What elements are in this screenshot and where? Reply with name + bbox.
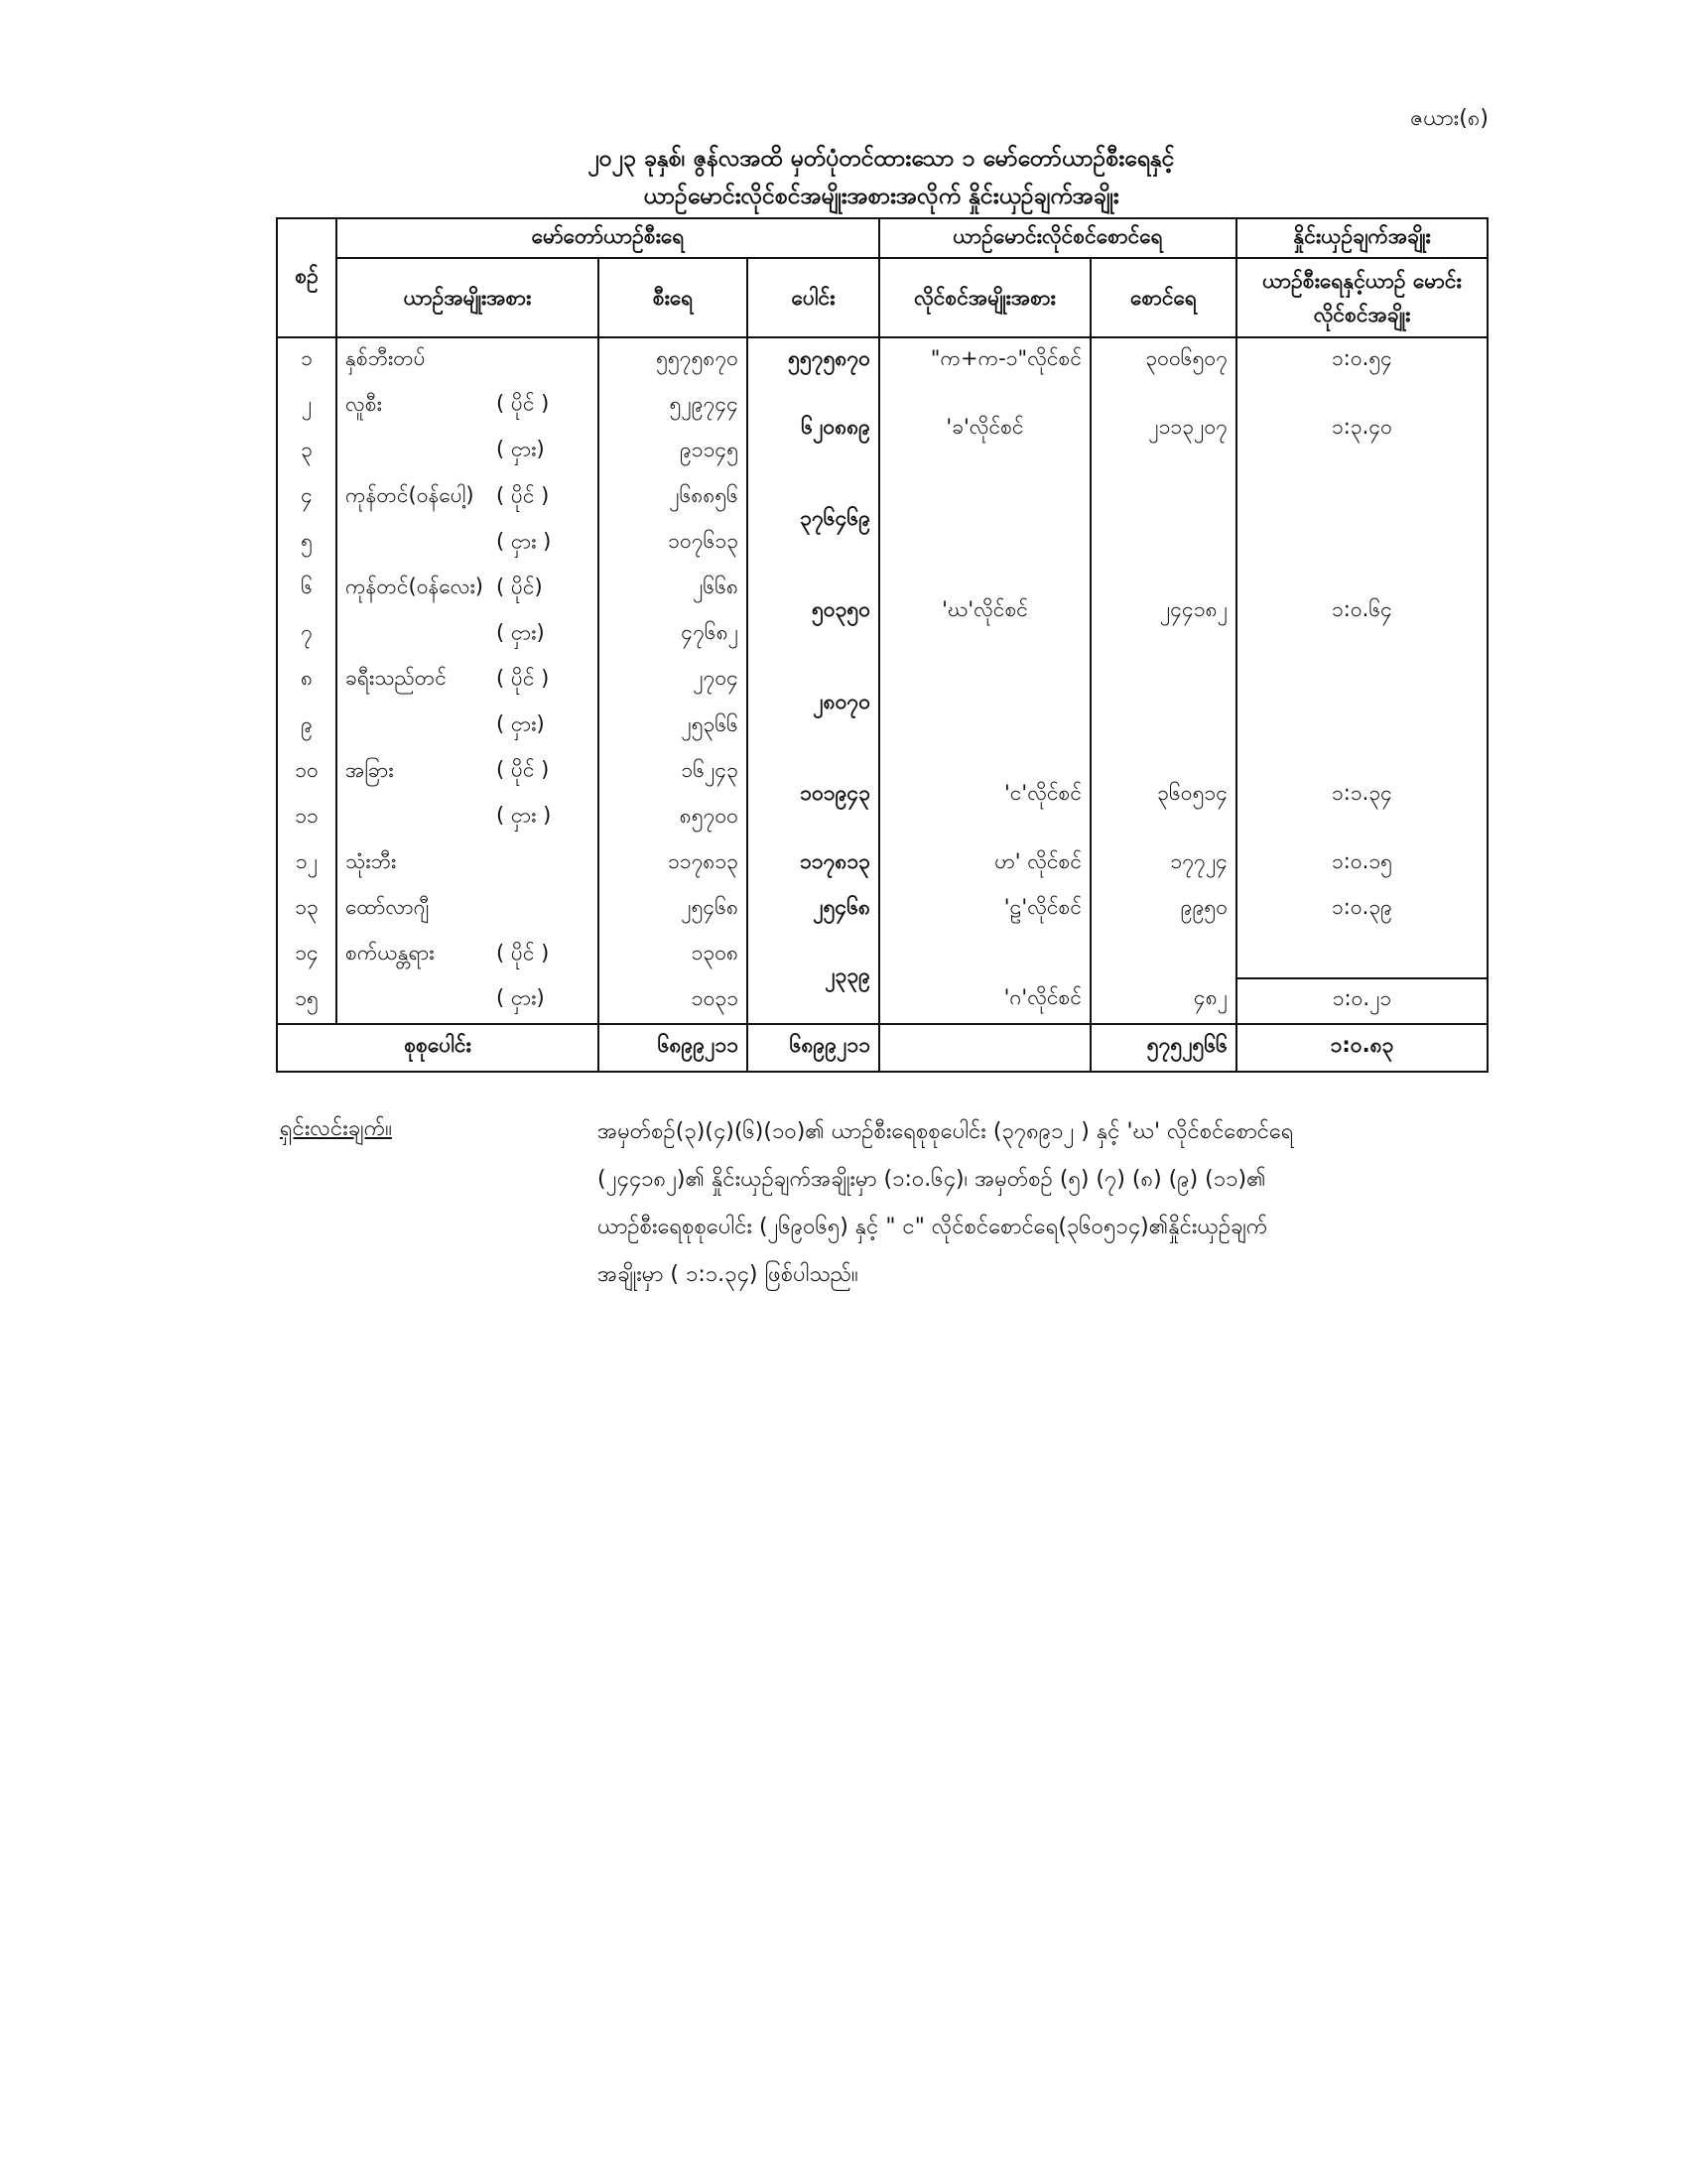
serial-cell: ၈ xyxy=(277,658,336,704)
serial-cell: ၂ xyxy=(277,383,336,429)
header-serial: စဉ် xyxy=(277,218,336,337)
total-cell: ၂၈၀၇၀ xyxy=(747,658,879,749)
count-cell: ၅၂၉၇၄၄ xyxy=(598,383,747,429)
header-license-type: လိုင်စင်အမျိုးအစား xyxy=(879,258,1091,337)
vehicle-type-cell xyxy=(336,978,598,1024)
count-cell: ၂၅၃၆၆ xyxy=(598,704,747,749)
license-count-cell: ၃၀၀၆၅၀၇ xyxy=(1091,337,1236,383)
total-cell: ၁၀၁၉၄၃ xyxy=(747,749,879,840)
header-vehicle-type: ယာဉ်အမျိုးအစား xyxy=(336,258,598,337)
table-row xyxy=(277,749,1488,795)
total-cell: ၃၇၆၄၆၉ xyxy=(747,475,879,567)
page-title: ၂၀၂၃ ခုနှစ်၊ ဇွန်လအထိ မှတ်ပုံတင်ထားသော ၁ မော်တော်ယာဉ်စီးရေနှင့် xyxy=(587,146,1175,172)
license-count-cell: ၉၉၅၀ xyxy=(1091,886,1236,932)
ownership-label: ( ငှား) xyxy=(496,620,545,645)
vehicle-type-cell xyxy=(336,795,598,840)
comparison-table xyxy=(276,217,1489,1073)
license-type-cell: "က+က-၁"လိုင်စင် xyxy=(879,337,1091,383)
count-cell: ၁၁၇၈၁၃ xyxy=(598,840,747,886)
ownership-label: ( ပိုင် ) xyxy=(496,757,550,782)
page-subtitle: ယာဉ်မောင်းလိုင်စင်အမျိုးအစားအလိုက် နှိုင်းယှဉ်ချက်အချိုး xyxy=(643,184,1119,209)
vehicle-type-cell: စက်ယန္တရား ( ပိုင် ) xyxy=(336,932,598,977)
explanation-line: ယာဉ်စီးရေစုစုပေါင်း (၂၆၉၀၆၅) နှင့် " င" လိုင်စင်စောင်ရေ(၃၆၀၅၁၄)၏နှိုင်းယှဉ်ချက် xyxy=(597,1215,1268,1239)
serial-cell: ၁၂ xyxy=(277,840,336,886)
vehicle-type-cell: ခရီးသည်တင် ( ပိုင် ) xyxy=(336,658,598,704)
ownership-label: ( ငှား) xyxy=(496,437,545,461)
ratio-cell: ၁:၀.၆၄ xyxy=(1236,475,1488,750)
header-count: စီးရေ xyxy=(598,258,747,337)
license-type-cell: 'ဂ'လိုင်စင် xyxy=(879,932,1091,1023)
total-cell: ၂၅၄၆၈ xyxy=(747,886,879,932)
ratio-cell: ၁:၀.၅၄ xyxy=(1236,337,1488,383)
total-cell: ၆၂၀၈၈၉ xyxy=(747,383,879,474)
ownership-label: ( ပိုင်) xyxy=(496,575,543,599)
total-label: စုစုပေါင်း xyxy=(277,1024,598,1072)
vehicle-type-cell xyxy=(336,429,598,474)
count-cell: ၂၅၄၆၈ xyxy=(598,886,747,932)
vehicle-type-cell xyxy=(336,704,598,749)
count-cell: ၂၆၆၈ xyxy=(598,567,747,612)
license-type-cell: 'င'လိုင်စင် xyxy=(879,749,1091,840)
table-row xyxy=(277,383,1488,429)
explanation-line: အမှတ်စဉ်(၃)(၄)(၆)(၁၀)၏ ယာဉ်စီးရေစုစုပေါင်း (၃၇၈၉၁၂ ) နှင့် 'ဃ' လိုင်စင်စောင်ရေ xyxy=(597,1119,1294,1144)
count-cell: ၈၅၇၀၀ xyxy=(598,795,747,840)
vehicle-type-cell: ကုန်တင်(ဝန်ပေါ့) ( ပိုင် ) xyxy=(336,475,598,521)
grand-total-cell: ၆၈၉၉၂၁၁ xyxy=(747,1024,879,1072)
license-count-cell: ၂၁၁၃၂၀၇ xyxy=(1091,383,1236,474)
license-type-cell: ဟ' လိုင်စင် xyxy=(879,840,1091,886)
explanation-label: ရှင်းလင်းချက်။ xyxy=(280,1116,392,1141)
total-cell: ၂၃၃၉ xyxy=(747,932,879,1023)
total-row xyxy=(277,1024,1488,1072)
total-license-type-cell xyxy=(879,1024,1091,1072)
explanation-text xyxy=(597,1108,1491,1299)
ownership-label: ( ပိုင် ) xyxy=(496,941,550,965)
ownership-label: ( ငှား) xyxy=(496,711,545,736)
serial-cell: ၇ xyxy=(277,612,336,658)
license-count-cell: ၄၈၂ xyxy=(1091,932,1236,1023)
vehicle-type-cell: သုံးဘီး xyxy=(336,840,598,886)
vehicle-type-cell: အခြား ( ပိုင် ) xyxy=(336,749,598,795)
total-ratio-cell: ၁:၀.၈၃ xyxy=(1236,1024,1488,1072)
serial-cell: ၉ xyxy=(277,704,336,749)
license-count-cell: ၃၆၀၅၁၄ xyxy=(1091,749,1236,840)
total-license-count-cell: ၅၇၅၂၅၆၆ xyxy=(1091,1024,1236,1072)
vehicle-type-cell xyxy=(336,521,598,567)
explanation-line: အချိုးမှာ ( ၁:၁.၃၄) ဖြစ်ပါသည်။ xyxy=(597,1262,858,1287)
vehicle-type-cell: နှစ်ဘီးတပ် xyxy=(336,337,598,383)
serial-cell: ၁၅ xyxy=(277,978,336,1024)
table-row xyxy=(277,886,1488,932)
ratio-cell xyxy=(1236,932,1488,977)
ownership-label: ( ငှား ) xyxy=(496,803,552,828)
vehicle-type-cell: ကုန်တင်(ဝန်လေး) ( ပိုင်) xyxy=(336,567,598,612)
vehicle-type-cell: ထော်လာဂျီ xyxy=(336,886,598,932)
count-cell: ၁၀၇၆၁၃ xyxy=(598,521,747,567)
license-count-cell: ၁၇၇၂၄ xyxy=(1091,840,1236,886)
total-count-cell: ၆၈၉၉၂၁၁ xyxy=(598,1024,747,1072)
header-license-group: ယာဉ်မောင်းလိုင်စင်စောင်ရေ xyxy=(879,218,1236,258)
serial-cell: ၁ xyxy=(277,337,336,383)
count-cell: ၂၆၈၈၅၆ xyxy=(598,475,747,521)
count-cell: ၅၅၇၅၈၇၀ xyxy=(598,337,747,383)
count-cell: ၄၇၆၈၂ xyxy=(598,612,747,658)
ownership-label: ( ငှား) xyxy=(496,985,545,1010)
ownership-label: ( ပိုင် ) xyxy=(496,391,550,416)
header-ratio: ယာဉ်စီးရေနှင့်ယာဉ် မောင်းလိုင်စင်အချိုး xyxy=(1236,258,1488,337)
license-type-cell: 'ဃ'လိုင်စင် xyxy=(879,475,1091,750)
count-cell: ၉၁၁၄၅ xyxy=(598,429,747,474)
table-row xyxy=(277,475,1488,521)
table-row xyxy=(277,932,1488,977)
ratio-cell: ၁:၃.၄၀ xyxy=(1236,383,1488,474)
count-cell: ၂၇၀၄ xyxy=(598,658,747,704)
serial-cell: ၆ xyxy=(277,567,336,612)
ratio-cell: ၁:၀.၁၅ xyxy=(1236,840,1488,886)
total-cell: ၁၁၇၈၁၃ xyxy=(747,840,879,886)
serial-cell: ၁၄ xyxy=(277,932,336,977)
table-row xyxy=(277,840,1488,886)
header-license-count: စောင်ရေ xyxy=(1091,258,1236,337)
count-cell: ၁၆၂၄၃ xyxy=(598,749,747,795)
total-cell: ၅၀၃၅၀ xyxy=(747,567,879,658)
ratio-cell: ၁:၀.၃၉ xyxy=(1236,886,1488,932)
license-type-cell: 'ခ'လိုင်စင် xyxy=(879,383,1091,474)
serial-cell: ၃ xyxy=(277,429,336,474)
ratio-cell: ၁:၁.၃၄ xyxy=(1236,749,1488,840)
serial-cell: ၄ xyxy=(277,475,336,521)
header-ratio-group: နှိုင်းယှဉ်ချက်အချိုး xyxy=(1236,218,1488,258)
ownership-label: ( ပိုင် ) xyxy=(496,666,550,691)
serial-cell: ၁၀ xyxy=(277,749,336,795)
count-cell: ၁၃၀၈ xyxy=(598,932,747,977)
vehicle-type-cell xyxy=(336,612,598,658)
serial-cell: ၅ xyxy=(277,521,336,567)
header-vehicle-count-group: မော်တော်ယာဉ်စီးရေ xyxy=(336,218,879,258)
serial-cell: ၁၃ xyxy=(277,886,336,932)
total-cell: ၅၅၇၅၈၇၀ xyxy=(747,337,879,383)
annex-label: ဇယား(၈) xyxy=(1410,106,1489,131)
serial-cell: ၁၁ xyxy=(277,795,336,840)
ownership-label: ( ပိုင် ) xyxy=(496,483,550,508)
table-row xyxy=(277,337,1488,383)
ownership-label: ( ငှား ) xyxy=(496,529,552,554)
explanation-line: (၂၄၄၁၈၂)၏ နှိုင်းယှဉ်ချက်အချိုးမှာ (၁:၀.၆၄)၊ အမှတ်စဉ် (၅) (၇) (၈) (၉) (၁၁)၏ xyxy=(597,1167,1266,1192)
license-count-cell: ၂၄၄၁၈၂ xyxy=(1091,475,1236,750)
count-cell: ၁၀၃၁ xyxy=(598,978,747,1024)
license-type-cell: 'ဠ'လိုင်စင် xyxy=(879,886,1091,932)
ratio-cell: ၁:၀.၂၁ xyxy=(1236,978,1488,1024)
header-total: ပေါင်း xyxy=(747,258,879,337)
vehicle-type-cell: လူစီး ( ပိုင် ) xyxy=(336,383,598,429)
